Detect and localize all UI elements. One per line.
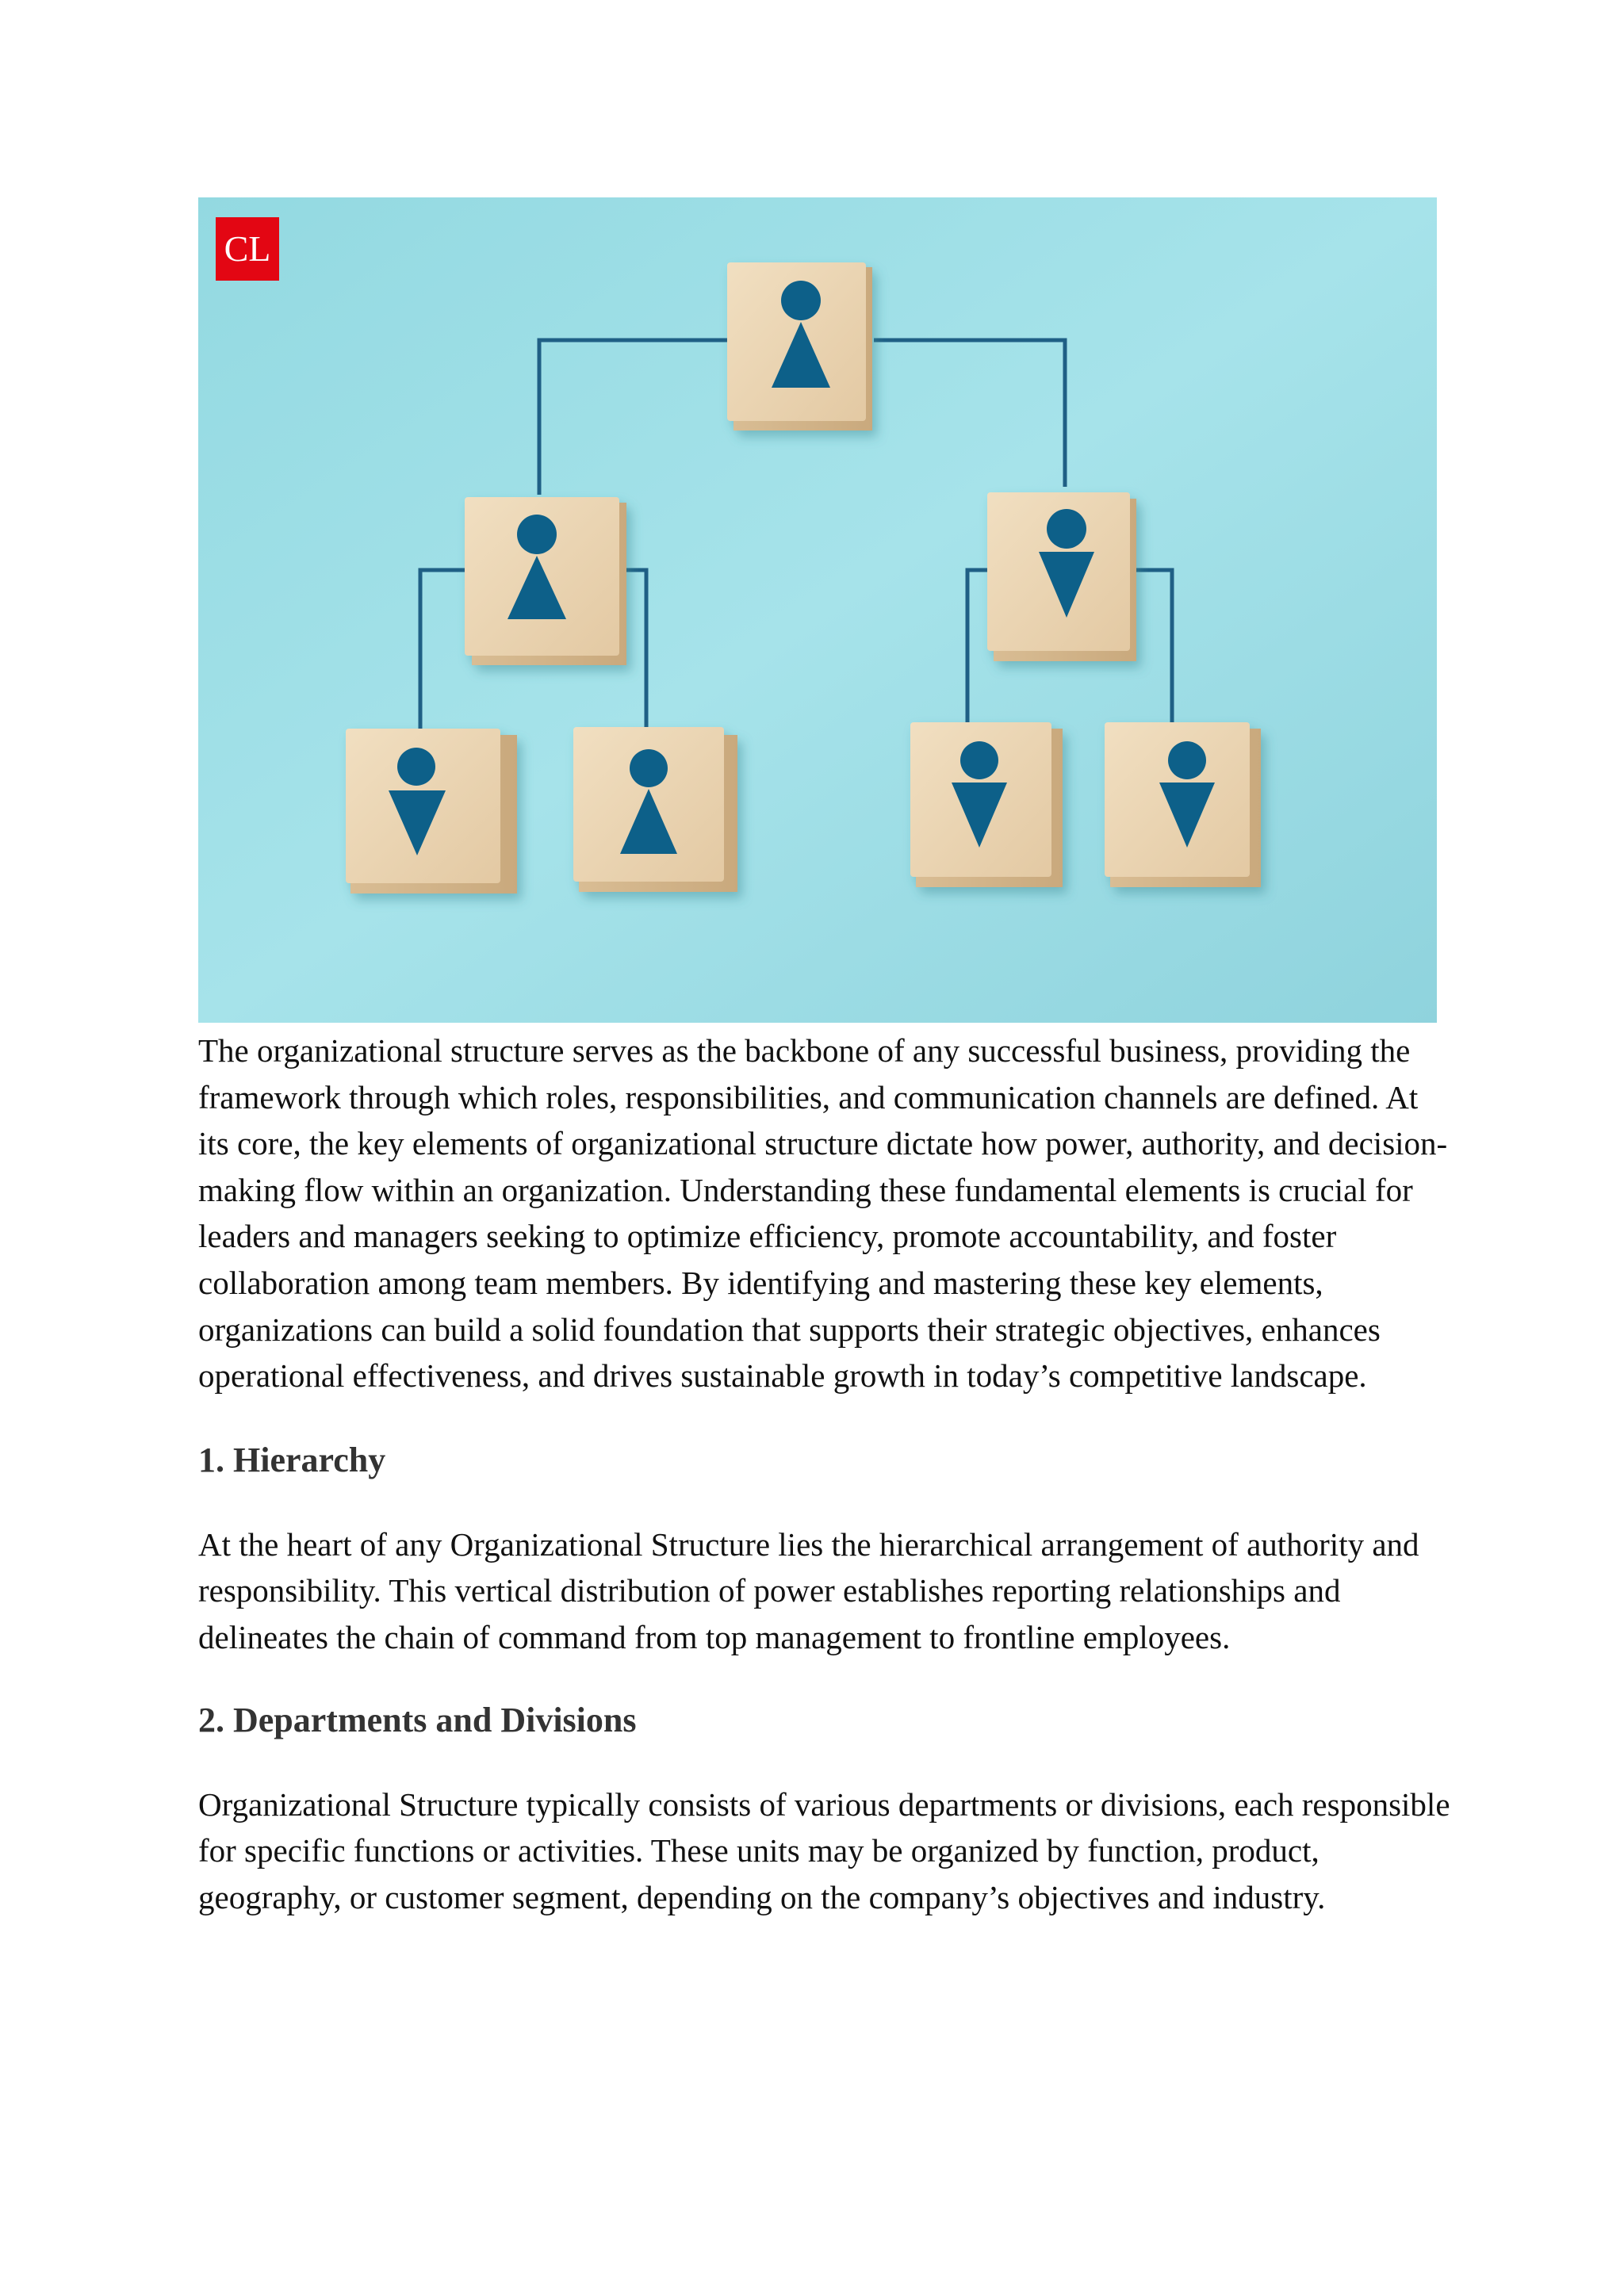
section-body-departments: Organizational Structure typically consists of various departments or divisions, each responsible for specific functions or activities. These units may be organized by function, product, geography, or customer segment, depending on the company’s objectives and industry. bbox=[198, 1785, 1450, 1915]
org-block-bottom-1 bbox=[346, 729, 517, 894]
section-heading-departments: 2. Departments and Divisions bbox=[198, 1700, 637, 1739]
person-icon-head bbox=[781, 281, 821, 320]
section-body-hierarchy: At the heart of any Organizational Structure lies the hierarchical arrangement of authority and responsibility. This vertical distribution of power establishes reporting relationships and delineates the chain of command from top management to frontline employees. bbox=[198, 1525, 1419, 1655]
org-block-bottom-4 bbox=[1105, 722, 1261, 887]
cl-logo bbox=[216, 217, 279, 281]
org-block-right-manager bbox=[987, 492, 1136, 661]
article-body bbox=[198, 1027, 1451, 1920]
hero-image-org-chart-blocks bbox=[198, 197, 1437, 1023]
cl-logo-text: CL bbox=[224, 228, 271, 269]
section-heading-hierarchy: 1. Hierarchy bbox=[198, 1440, 386, 1479]
intro-paragraph: The organizational structure serves as the backbone of any successful business, providing the framework through which roles, responsibilities, and communication channels are defined. At its core, the key elements of organizational structure dictate how power, authority, and decision-making flow within an organization. Understanding these fundamental elements is crucial for leaders and managers seeking to optimize efficiency, promote accountability, and foster collaboration among team members. By identifying and mastering these key elements, organizations can build a solid foundation that supports their strategic objectives, enhances operational effectiveness, and drives sustainable growth in today’s competitive landscape. bbox=[198, 1032, 1448, 1395]
org-block-bottom-3 bbox=[910, 722, 1063, 887]
org-block-left-manager bbox=[465, 497, 626, 665]
org-block-top bbox=[727, 262, 872, 430]
org-block-bottom-2 bbox=[573, 727, 737, 892]
